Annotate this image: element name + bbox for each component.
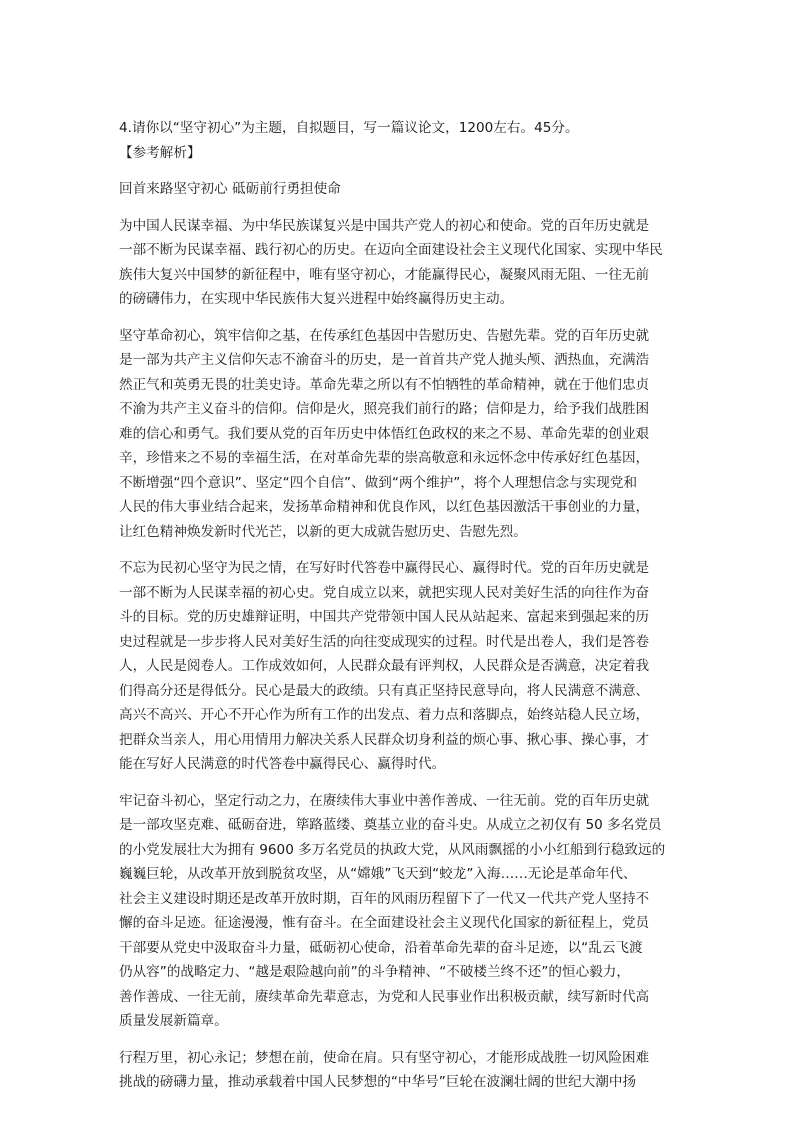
paragraph-line: 干部要从党史中汲取奋斗力量，砥砺初心使命，沿着革命先辈的奋斗足迹，以“乱云飞渡 xyxy=(119,939,643,956)
paragraph-line: 牢记奋斗初心，坚定行动之力，在赓续伟大事业中善作善成、一往无前。党的百年历史就 xyxy=(119,792,650,809)
answer-label: 【参考解析】 xyxy=(119,144,201,161)
paragraph-line: 人，人民是阅卷人。工作成效如何，人民群众最有评判权，人民群众是否满意，决定着我 xyxy=(119,658,650,674)
paragraph-line: 巍巍巨轮，从改革开放到脱贫攻坚，从“嫦娥”飞天到“蛟龙”入海……无论是革命年代、 xyxy=(119,866,637,882)
paragraph-line: 史过程就是一步步将人民对美好生活的向往变成现实的过程。时代是出卷人，我们是答卷 xyxy=(119,633,650,650)
essay-paragraph xyxy=(119,556,675,777)
paragraph-line: 社会主义建设时期还是改革开放时期，百年的风雨历程留下了一代又一代共产党人坚持不 xyxy=(119,890,650,907)
paragraph-line: 高兴不高兴、开心不开心作为所有工作的出发点、着力点和落脚点，始终站稳人民立场， xyxy=(119,707,650,723)
paragraph-line: 不忘为民初心坚守为民之情，在写好时代答卷中赢得民心、赢得时代。党的百年历史就是 xyxy=(119,560,650,576)
paragraph-line: 行程万里，初心永记；梦想在前，使命在肩。只有坚守初心，才能形成战胜一切风险困难 xyxy=(119,1049,650,1066)
essay-paragraph xyxy=(119,1046,675,1095)
essay-paragraph xyxy=(119,214,675,312)
paragraph-line: 坚守革命初心，筑牢信仰之基，在传承红色基因中告慰历史、告慰先辈。党的百年历史就 xyxy=(119,327,650,344)
paragraph-line: 斗的目标。党的历史雄辩证明，中国共产党带领中国人民从站起来、富起来到强起来的历 xyxy=(119,609,650,625)
paragraph-line: 善作善成、一往无前，赓续革命先辈意志，为党和人民事业作出积极贡献，续写新时代高 xyxy=(119,988,650,1005)
paragraph-line: 一部不断为民谋幸福、践行初心的历史。在迈向全面建设社会主义现代化国家、实现中华民 xyxy=(119,242,663,258)
paragraph-line: 是一部攻坚克难、砥砺奋进，筚路蓝缕、奠基立业的奋斗史。从成立之初仅有 50 多名党员 xyxy=(119,817,662,833)
paragraph-line: 的小党发展壮大为拥有 9600 多万名党员的执政大党，从风雨飘摇的小小红船到行稳致远的 xyxy=(119,841,666,858)
essay-paragraph xyxy=(119,324,675,545)
paragraph-line: 辛，珍惜来之不易的幸福生活，在对革命先辈的崇高敬意和永远怀念中传承好红色基因， xyxy=(119,450,650,466)
paragraph-line: 能在写好人民满意的时代答卷中赢得民心、赢得时代。 xyxy=(119,756,446,772)
paragraph-line: 族伟大复兴中国梦的新征程中，唯有坚守初心，才能赢得民心，凝聚风雨无阻、一往无前 xyxy=(119,266,650,283)
paragraph-line: 是一部为共产主义信仰矢志不渝奋斗的历史，是一首首共产党人抛头颅、洒热血，充满浩 xyxy=(119,352,650,368)
paragraph-line: 让红色精神焕发新时代光芒，以新的更大成就告慰历史、告慰先烈。 xyxy=(119,523,527,540)
paragraph-line: 挑战的磅礴力量，推动承载着中国人民梦想的“中华号”巨轮在波澜壮阔的世纪大潮中扬 xyxy=(119,1074,637,1090)
essay-title: 回首来路坚守初心 砥砺前行勇担使命 xyxy=(119,181,341,197)
paragraph-line: 不渝为共产主义奋斗的信仰。信仰是火，照亮我们前行的路；信仰是力，给予我们战胜困 xyxy=(119,401,650,417)
essay-paragraph xyxy=(119,789,675,1034)
paragraph-line: 为中国人民谋幸福、为中华民族谋复兴是中国共产党人的初心和使命。党的百年历史就是 xyxy=(119,217,650,234)
paragraph-line: 人民的伟大事业结合起来，发扬革命精神和优良作风，以红色基因激活干事创业的力量， xyxy=(119,499,650,515)
paragraph-line: 把群众当亲人，用心用情用力解决关系人民群众切身利益的烦心事、揪心事、操心事，才 xyxy=(119,731,650,748)
paragraph-line: 质量发展新篇章。 xyxy=(119,1013,228,1029)
paragraph-line: 懈的奋斗足迹。征途漫漫，惟有奋斗。在全面建设社会主义现代化国家的新征程上，党员 xyxy=(119,915,650,931)
paragraph-line: 难的信心和勇气。我们要从党的百年历史中体悟红色政权的来之不易、革命先辈的创业艰 xyxy=(119,425,650,442)
paragraph-line: 然正气和英勇无畏的壮美史诗。革命先辈之所以有不怕牺牲的革命精神，就在于他们忠贞 xyxy=(119,376,650,393)
paragraph-line: 们得高分还是得低分。民心是最大的政绩。只有真正坚持民意导向，将人民满意不满意、 xyxy=(119,682,650,699)
paragraph-line: 不断增强“四个意识”、坚定“四个自信”、做到“两个维护”，将个人理想信念与实现党和 xyxy=(119,474,638,491)
paragraph-line: 一部不断为人民谋幸福的初心史。党自成立以来，就把实现人民对美好生活的向往作为奋 xyxy=(119,584,650,601)
paragraph-line: 的磅礴伟力，在实现中华民族伟大复兴进程中始终赢得历史主动。 xyxy=(119,291,514,307)
paragraph-line: 仍从容”的战略定力、“越是艰险越向前”的斗争精神、“不破楼兰终不还”的恒心毅力， xyxy=(119,964,630,980)
essay-body xyxy=(119,214,675,1095)
essay-title-block xyxy=(119,177,675,202)
document-page xyxy=(119,116,675,1107)
question-text: 4.请你以“坚守初心”为主题，自拟题目，写一篇议论文，1200左右。45分。 xyxy=(119,120,579,136)
question-block xyxy=(119,116,675,165)
